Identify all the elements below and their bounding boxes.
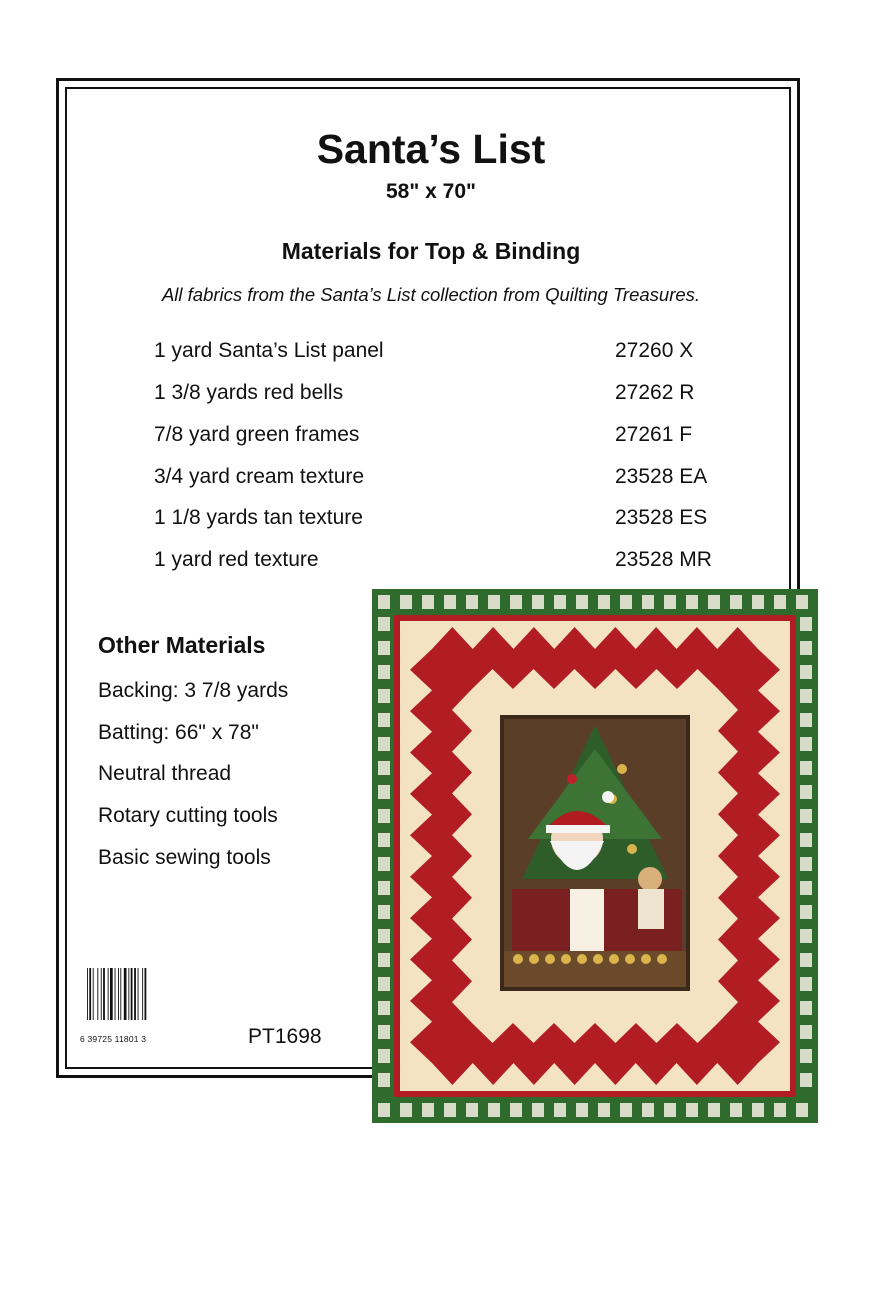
material-description: 1 yard red texture <box>154 548 319 571</box>
material-description: 7/8 yard green frames <box>154 423 360 446</box>
material-description: 1 1/8 yards tan texture <box>154 506 363 529</box>
pattern-code: PT1698 <box>248 1025 322 1048</box>
material-code: 27260 X <box>615 339 694 362</box>
material-description: 1 yard Santa’s List panel <box>154 339 384 362</box>
material-code: 27261 F <box>615 423 693 446</box>
quilt-image <box>372 589 818 1123</box>
other-material-item: Backing: 3 7/8 yards <box>98 679 289 702</box>
other-material-item: Batting: 66" x 78" <box>98 721 259 744</box>
material-row <box>154 506 774 536</box>
other-materials-heading: Other Materials <box>98 632 266 658</box>
other-material-item: Neutral thread <box>98 762 232 785</box>
material-code: 23528 MR <box>615 548 712 571</box>
materials-note: All fabrics from the Santa’s List collection from Quilting Treasures. <box>161 284 701 305</box>
material-row <box>154 465 774 495</box>
materials-heading: Materials for Top & Binding <box>281 238 581 264</box>
material-row <box>154 339 774 369</box>
material-description: 1 3/8 yards red bells <box>154 381 344 404</box>
material-row <box>154 548 774 578</box>
material-code: 23528 ES <box>615 506 708 529</box>
material-description: 3/4 yard cream texture <box>154 465 365 488</box>
material-row <box>154 423 774 453</box>
quilt-size: 58" x 70" <box>386 180 476 203</box>
other-material-item: Rotary cutting tools <box>98 804 278 827</box>
barcode-digits: 6 39725 11801 3 <box>80 1034 147 1044</box>
material-code: 27262 R <box>615 381 695 404</box>
other-material-item: Basic sewing tools <box>98 846 271 869</box>
barcode-icon <box>86 968 170 1020</box>
pattern-title: Santa’s List <box>316 126 546 172</box>
material-code: 23528 EA <box>615 465 708 488</box>
material-row <box>154 381 774 411</box>
